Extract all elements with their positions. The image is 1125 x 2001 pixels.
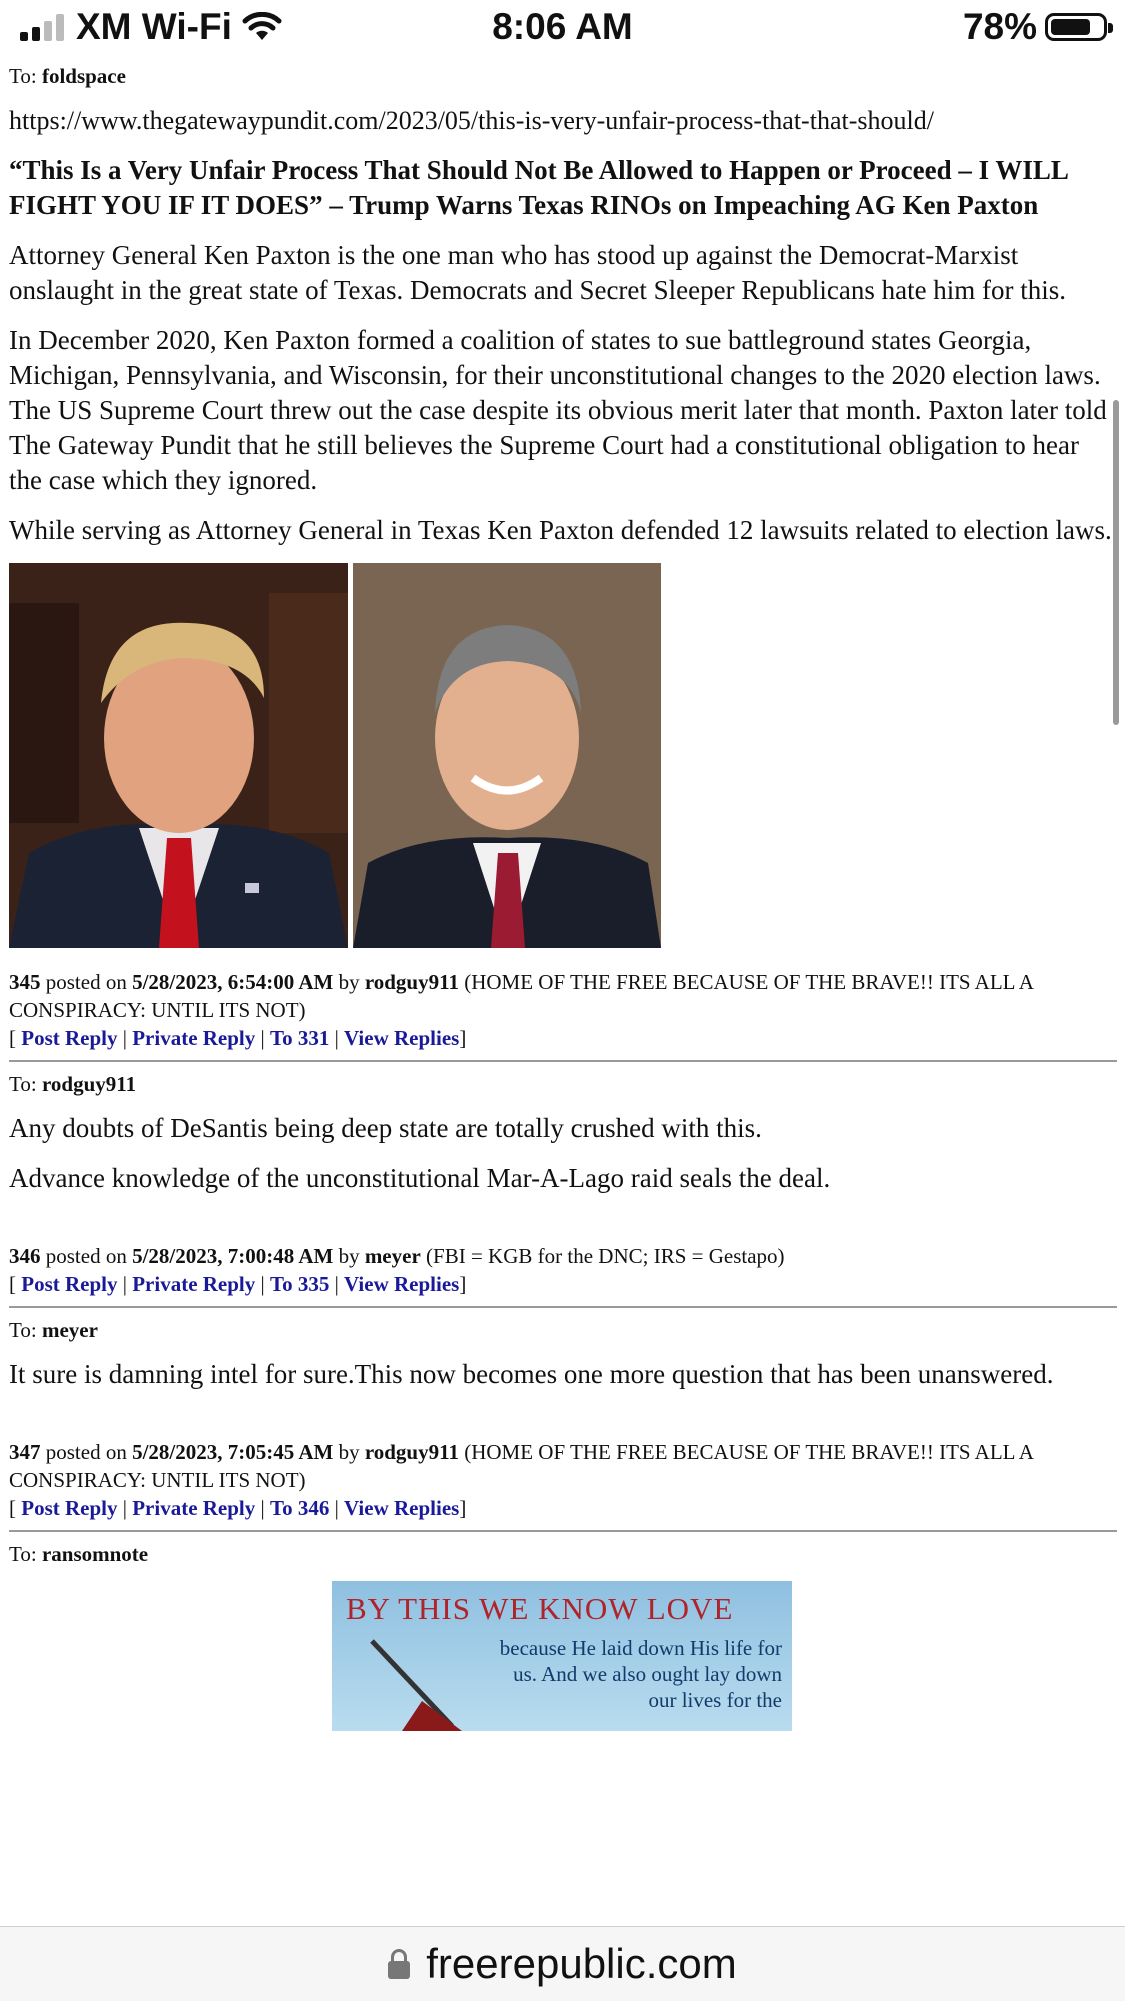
post-reply-link[interactable]: Post Reply (21, 1496, 118, 1520)
trump-portrait-photo (9, 563, 348, 948)
reply-to-line: To: ransomnote (9, 1542, 149, 1566)
address-domain[interactable]: freerepublic.com (426, 1940, 737, 1987)
to-post-link[interactable]: To 335 (269, 1272, 330, 1296)
reply-to-line: To: meyer (9, 1318, 98, 1342)
author-tagline: (HOME OF THE FREE BECAUSE OF THE BRAVE!! ITS ALL A CONSPIRACY: UNTIL ITS NOT) (9, 1440, 1033, 1492)
battery-icon (1045, 13, 1107, 41)
post-actions: [ Post Reply | Private Reply | To 346 | View Replies] (9, 1496, 467, 1520)
reply-to-user[interactable]: foldspace (41, 64, 126, 88)
private-reply-link[interactable]: Private Reply (132, 1026, 256, 1050)
post-number: 347 (9, 1440, 41, 1464)
post-divider (9, 1530, 1117, 1532)
scripture-image-title: BY THIS WE KNOW LOVE (346, 1591, 734, 1626)
post-author[interactable]: rodguy911 (364, 1440, 459, 1464)
article-url: https://www.thegatewaypundit.com/2023/05/this-is-very-unfair-process-that-that-should/ (9, 106, 934, 135)
body-paragraph: While serving as Attorney General in Texas Ken Paxton defended 12 lawsuits related to election laws. (9, 515, 1112, 545)
post-number: 345 (9, 970, 41, 994)
article-headline: “This Is a Very Unfair Process That Should Not Be Allowed to Happen or Proceed – I WILL FIGHT YOU IF IT DOES” – Trump Warns Texas RINOs on Impeaching AG Ken Paxton (9, 155, 1068, 220)
paxton-portrait-photo (353, 563, 661, 948)
reply-to-line: To: rodguy911 (9, 1072, 137, 1096)
carrier-label: XM Wi-Fi (76, 6, 232, 47)
body-paragraph: Advance knowledge of the unconstitutional Mar-A-Lago raid seals the deal. (9, 1163, 831, 1193)
reply-to-user[interactable]: meyer (41, 1318, 98, 1342)
post-number: 346 (9, 1244, 41, 1268)
article-photos (9, 563, 1117, 948)
post-reply-link[interactable]: Post Reply (21, 1272, 118, 1296)
post-date: 5/28/2023, 6:54:00 AM (132, 970, 334, 994)
view-replies-link[interactable]: View Replies (344, 1496, 460, 1520)
post-actions: [ Post Reply | Private Reply | To 331 | View Replies] (9, 1026, 467, 1050)
post-author[interactable]: meyer (364, 1244, 421, 1268)
post-date: 5/28/2023, 7:00:48 AM (132, 1244, 334, 1268)
browser-address-bar[interactable] (0, 1926, 1125, 2001)
reply-to-user[interactable]: rodguy911 (41, 1072, 137, 1096)
battery-percent: 78% (962, 6, 1037, 47)
post-divider (9, 1060, 1117, 1062)
post-date: 5/28/2023, 7:05:45 AM (132, 1440, 334, 1464)
author-tagline: (HOME OF THE FREE BECAUSE OF THE BRAVE!! ITS ALL A CONSPIRACY: UNTIL ITS NOT) (9, 970, 1033, 1022)
post-meta: 347 posted on 5/28/2023, 7:05:45 AM by rodguy911 (HOME OF THE FREE BECAUSE OF THE BRAVE!! ITS ALL A CONSPIRACY: UNTIL ITS NOT) (9, 1440, 1033, 1492)
view-replies-link[interactable]: View Replies (344, 1026, 460, 1050)
post-reply-link[interactable]: Post Reply (21, 1026, 118, 1050)
thread-content (9, 60, 1117, 1731)
to-post-link[interactable]: To 346 (269, 1496, 330, 1520)
private-reply-link[interactable]: Private Reply (132, 1496, 256, 1520)
reply-to-line: To: foldspace (9, 64, 126, 88)
status-bar (0, 0, 1125, 60)
to-post-link[interactable]: To 331 (269, 1026, 330, 1050)
author-tagline: (FBI = KGB for the DNC; IRS = Gestapo) (426, 1244, 785, 1268)
post-actions: [ Post Reply | Private Reply | To 335 | View Replies] (9, 1272, 467, 1296)
scripture-image (332, 1581, 792, 1731)
lock-icon (388, 1949, 410, 1979)
body-paragraph: Any doubts of DeSantis being deep state are totally crushed with this. (9, 1113, 762, 1143)
body-paragraph: It sure is damning intel for sure.This now becomes one more question that has been unanswered. (9, 1359, 1054, 1389)
clock: 8:06 AM (492, 6, 633, 47)
view-replies-link[interactable]: View Replies (344, 1272, 460, 1296)
reply-to-user[interactable]: ransomnote (41, 1542, 149, 1566)
post-author[interactable]: rodguy911 (364, 970, 459, 994)
body-paragraph: Attorney General Ken Paxton is the one man who has stood up against the Democrat-Marxist onslaught in the great state of Texas. Democrats and Secret Sleeper Republicans hate him for this. (9, 240, 1067, 305)
private-reply-link[interactable]: Private Reply (132, 1272, 256, 1296)
post-meta: 345 posted on 5/28/2023, 6:54:00 AM by rodguy911 (HOME OF THE FREE BECAUSE OF THE BRAVE!! ITS ALL A CONSPIRACY: UNTIL ITS NOT) (9, 970, 1033, 1022)
post-divider (9, 1306, 1117, 1308)
body-paragraph: In December 2020, Ken Paxton formed a coalition of states to sue battleground states Georgia, Michigan, Pennsylvania, and Wisconsin, for their unconstitutional changes to the 2020 election laws. The US Supreme Court threw out the case despite its obvious merit later that month. Paxton later told The Gateway Pundit that he still believes the Supreme Court had a constitutional obligation to hear the case which they ignored. (9, 325, 1107, 495)
scripture-image-text: because He laid down His life for us. And we also ought lay down our lives for the (499, 1636, 782, 1712)
post-meta: 346 posted on 5/28/2023, 7:00:48 AM by meyer (FBI = KGB for the DNC; IRS = Gestapo) (9, 1244, 785, 1268)
